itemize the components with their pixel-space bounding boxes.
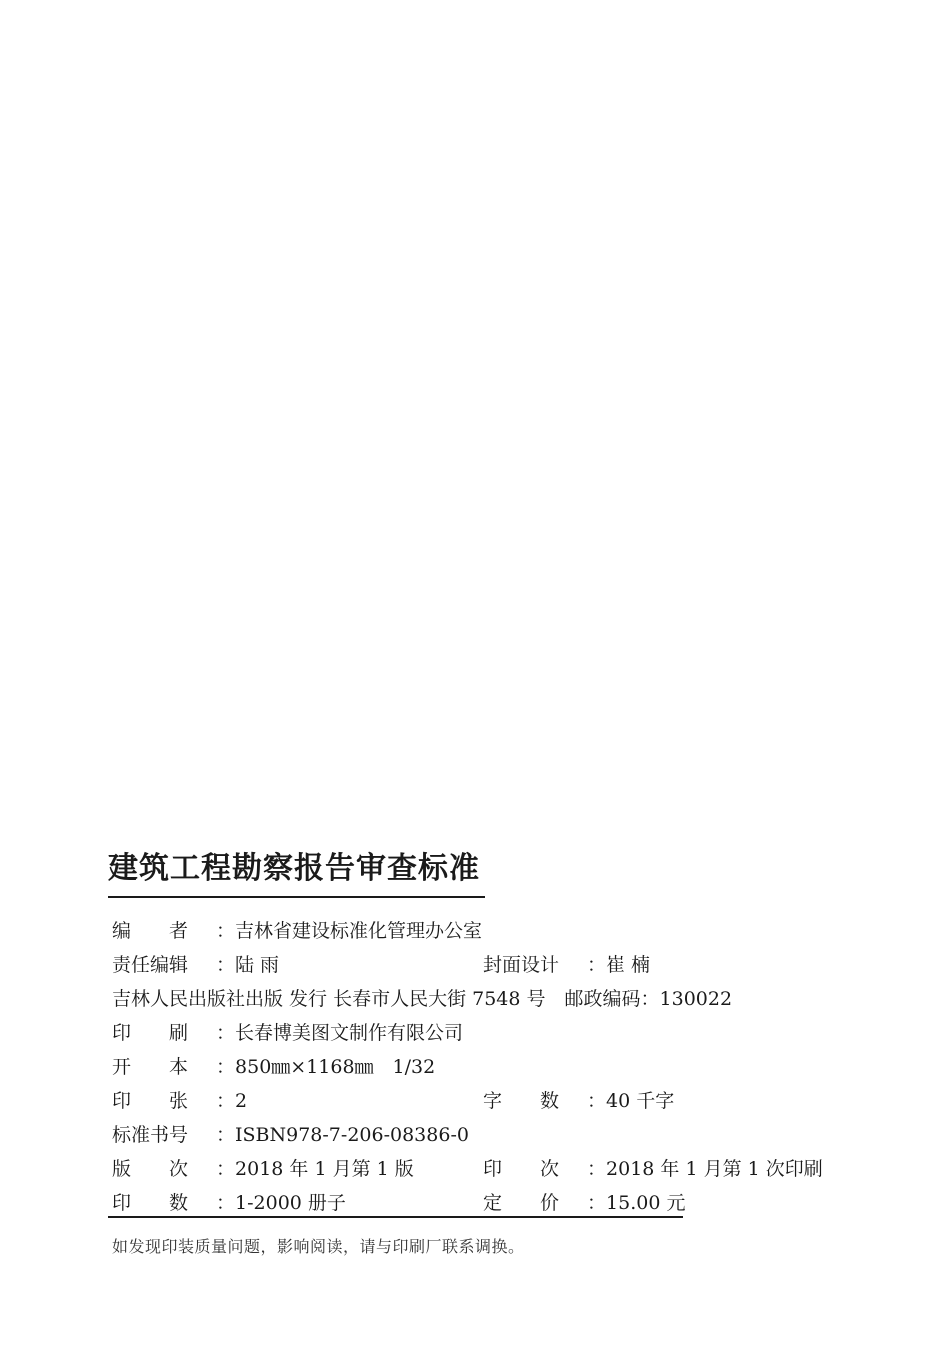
quality-note: 如发现印装质量问题，影响阅读，请与印刷厂联系调换。 xyxy=(112,1237,525,1256)
row-format: 开 本 ：850㎜×1168㎜ 1/32 xyxy=(112,1056,436,1078)
row-editor: 编 者 ：吉林省建设标准化管理办公室 xyxy=(112,920,483,942)
row-sheets: 印 张 ：2 字 数 ：40 千字 xyxy=(112,1090,675,1112)
sheets-label: 印 张 xyxy=(112,1090,189,1112)
format-value: 850㎜×1168㎜ 1/32 xyxy=(235,1056,436,1078)
publisher-line: 吉林人民出版社出版 发行 长春市人民大街 7548 号 邮政编码：130022 xyxy=(112,988,733,1010)
edition-value: 2018 年 1 月第 1 版 xyxy=(235,1158,414,1180)
responsible-editor-value: 陆 雨 xyxy=(235,954,280,976)
word-count-value: 40 千字 xyxy=(606,1090,675,1112)
title-underline xyxy=(108,896,485,898)
edition-label: 版 次 xyxy=(112,1158,189,1180)
editor-label: 编 者 xyxy=(112,920,189,942)
responsible-editor-label: 责任编辑 xyxy=(112,954,189,976)
colophon xyxy=(108,848,823,1257)
book-title: 建筑工程勘察报告审查标准 xyxy=(108,851,480,886)
impression-value: 2018 年 1 月第 1 次印刷 xyxy=(606,1158,823,1180)
row-edition: 版 次 ：2018 年 1 月第 1 版 印 次 ：2018 年 1 月第 1 次印刷 xyxy=(112,1158,823,1180)
row-isbn: 标准书号 ：ISBN978-7-206-08386-0 xyxy=(112,1124,469,1146)
isbn-label: 标准书号 xyxy=(112,1124,189,1146)
row-print-run: 印 数 ：1-2000 册子 定 价 ：15.00 元 xyxy=(112,1192,686,1214)
isbn-value: ISBN978-7-206-08386-0 xyxy=(235,1124,469,1146)
print-run-label: 印 数 xyxy=(112,1192,189,1214)
row-publisher xyxy=(108,986,808,1020)
info-table xyxy=(108,918,823,1224)
price-value: 15.00 元 xyxy=(606,1192,686,1214)
format-label: 开 本 xyxy=(112,1056,189,1078)
impression-label: 印 次 xyxy=(483,1158,560,1180)
printer-label: 印 刷 xyxy=(112,1022,189,1044)
row-printer: 印 刷 ：长春博美图文制作有限公司 xyxy=(112,1022,464,1044)
cover-design-label: 封面设计 xyxy=(483,954,560,976)
cover-design-value: 崔 楠 xyxy=(606,954,651,976)
row-responsible-editor: 责任编辑 ：陆 雨 封面设计 ：崔 楠 xyxy=(112,954,651,976)
editor-value: 吉林省建设标准化管理办公室 xyxy=(235,920,483,942)
printer-value: 长春博美图文制作有限公司 xyxy=(235,1022,464,1044)
sheets-value: 2 xyxy=(235,1090,248,1112)
print-run-value: 1-2000 册子 xyxy=(235,1192,346,1214)
price-label: 定 价 xyxy=(483,1192,560,1214)
word-count-label: 字 数 xyxy=(483,1090,560,1112)
